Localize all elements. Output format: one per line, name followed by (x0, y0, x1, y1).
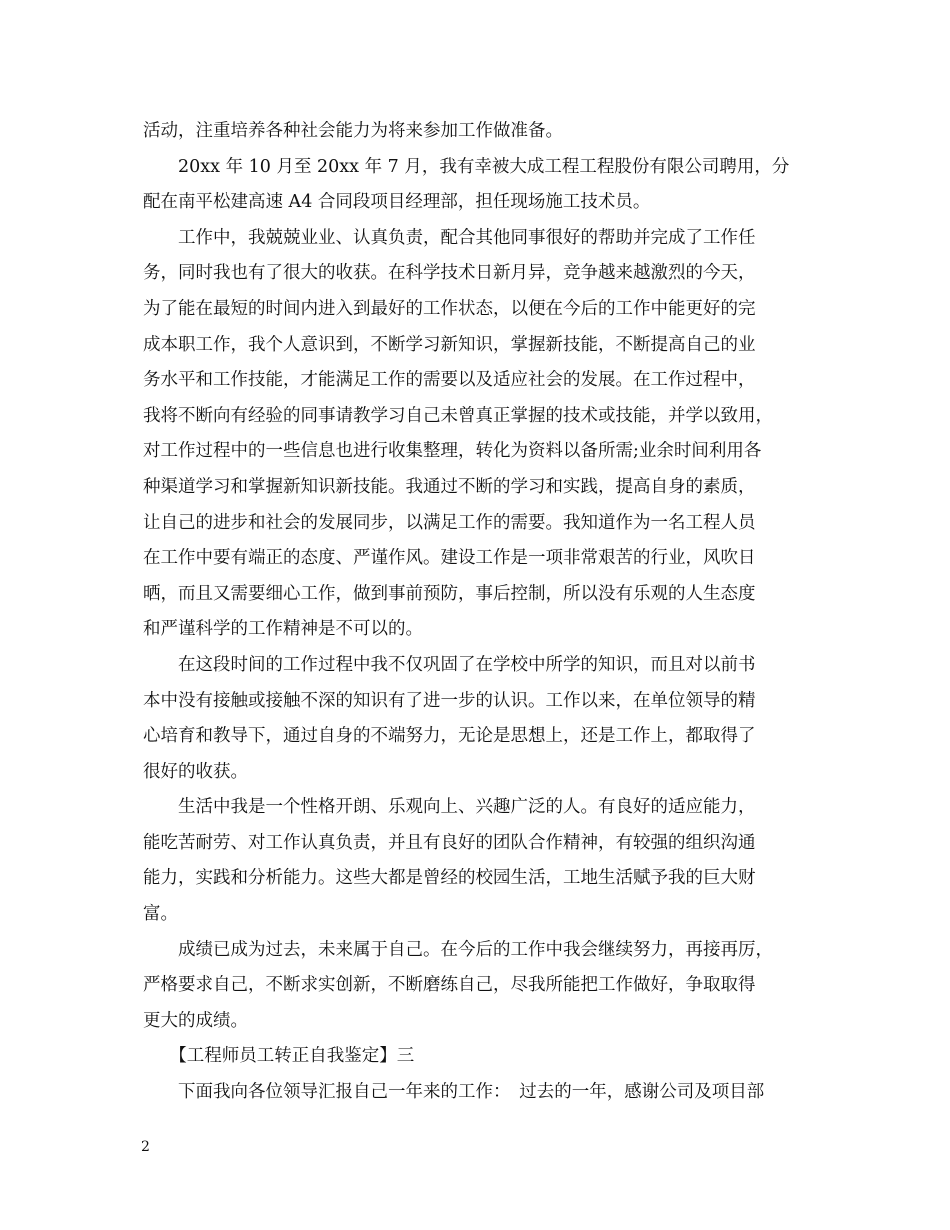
text-line: 生活中我是一个性格开朗、乐观向上、兴趣广泛的人。有良好的适应能力， (143, 797, 756, 818)
text-line: 对工作过程中的一些信息也进行收集整理，转化为资料以备所需;业余时间利用各 (143, 441, 762, 462)
section-heading: 【工程师员工转正自我鉴定】三 (143, 1046, 415, 1067)
text-line: 20xx 年 10 月至 20xx 年 7 月，我有幸被大成工程工程股份有限公司聘用，分 (143, 156, 790, 177)
page-number: 2 (141, 1139, 150, 1155)
text-line: 更大的成绩。 (143, 1010, 248, 1031)
text-line: 下面我向各位领导汇报自己一年来的工作： 过去的一年，感谢公司及项目部 (143, 1082, 765, 1103)
text-line: 心培育和教导下，通过自身的不端努力，无论是思想上，还是工作上，都取得了 (143, 726, 756, 747)
document-body (143, 114, 813, 1111)
text-line: 晒，而且又需要细心工作，做到事前预防，事后控制，所以没有乐观的人生态度 (143, 583, 756, 604)
text-line: 本中没有接触或接触不深的知识有了进一步的认识。工作以来，在单位领导的精 (143, 690, 756, 711)
text-line: 务，同时我也有了很大的收获。在科学技术日新月异，竞争越来越激烈的今天， (143, 263, 756, 284)
text-line: 务水平和工作技能，才能满足工作的需要以及适应社会的发展。在工作过程中， (143, 370, 756, 391)
text-line: 在工作中要有端正的态度、严谨作风。建设工作是一项非常艰苦的行业，风吹日 (143, 548, 756, 569)
text-line: 和严谨科学的工作精神是不可以的。 (143, 619, 423, 640)
text-line: 富。 (143, 904, 178, 925)
text-line: 在这段时间的工作过程中我不仅巩固了在学校中所学的知识，而且对以前书 (143, 654, 756, 675)
text-line: 我将不断向有经验的同事请教学习自己未曾真正掌握的技术或技能，并学以致用， (143, 405, 773, 426)
text-line: 严格要求自己，不断求实创新，不断磨练自己，尽我所能把工作做好，争取取得 (143, 975, 756, 996)
text-line: 很好的收获。 (143, 761, 248, 782)
text-line: 成绩已成为过去，未来属于自己。在今后的工作中我会继续努力，再接再厉， (143, 939, 773, 960)
text-line: 种渠道学习和掌握新知识新技能。我通过不断的学习和实践，提高自身的素质， (143, 476, 756, 497)
text-line: 能吃苦耐劳、对工作认真负责，并且有良好的团队合作精神，有较强的组织沟通 (143, 832, 756, 853)
text-line: 能力，实践和分析能力。这些大都是曾经的校园生活，工地生活赋予我的巨大财 (143, 868, 756, 889)
text-line: 让自己的进步和社会的发展同步，以满足工作的需要。我知道作为一名工程人员 (143, 512, 756, 533)
text-line: 活动，注重培养各种社会能力为将来参加工作做准备。 (143, 121, 563, 141)
text-line: 为了能在最短的时间内进入到最好的工作状态，以便在今后的工作中能更好的完 (143, 298, 756, 319)
text-line: 配在南平松建高速 A4 合同段项目经理部，担任现场施工技术员。 (143, 192, 651, 213)
text-line: 成本职工作，我个人意识到，不断学习新知识，掌握新技能，不断提高自己的业 (143, 334, 756, 355)
text-line: 工作中，我兢兢业业、认真负责，配合其他同事很好的帮助并完成了工作任 (143, 227, 756, 248)
